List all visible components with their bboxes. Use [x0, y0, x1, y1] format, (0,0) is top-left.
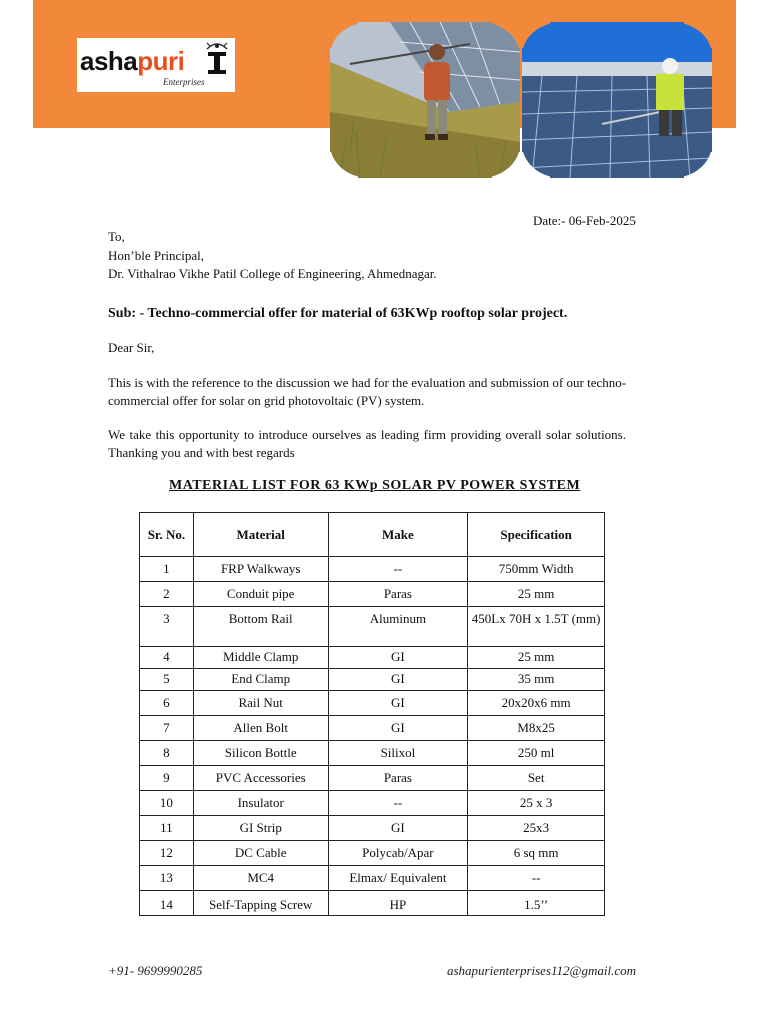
- header-material: Material: [193, 513, 328, 557]
- header-make: Make: [328, 513, 468, 557]
- cell-sr-no: 1: [140, 557, 194, 582]
- cell-material: Self-Tapping Screw: [193, 891, 328, 916]
- cell-sr-no: 4: [140, 647, 194, 669]
- cell-material: Conduit pipe: [193, 582, 328, 607]
- cell-sr-no: 11: [140, 816, 194, 841]
- table-row: [140, 816, 605, 841]
- cell-make: HP: [328, 891, 468, 916]
- cell-make: Elmax/ Equivalent: [328, 866, 468, 891]
- cell-specification: 25x3: [468, 816, 605, 841]
- footer-email: ashapurienterprises112@gmail.com: [447, 963, 637, 978]
- table-row: [140, 647, 605, 669]
- table-row: [140, 841, 605, 866]
- letter-paragraph-2: [108, 426, 638, 462]
- cell-sr-no: 3: [140, 607, 194, 647]
- cell-make: Silixol: [328, 741, 468, 766]
- cell-make: Paras: [328, 582, 468, 607]
- cell-make: GI: [328, 647, 468, 669]
- recipient-title: Hon’ble Principal,: [108, 248, 205, 263]
- cell-sr-no: 10: [140, 791, 194, 816]
- table-row: [140, 557, 605, 582]
- cell-material: FRP Walkways: [193, 557, 328, 582]
- cell-make: GI: [328, 716, 468, 741]
- cell-material: GI Strip: [193, 816, 328, 841]
- material-list-title: MATERIAL LIST FOR 63 KWp SOLAR PV POWER SYSTEM: [169, 478, 581, 493]
- cell-specification: M8x25: [468, 716, 605, 741]
- table-row: [140, 891, 605, 916]
- logo-subtitle: Enterprises: [163, 77, 205, 87]
- cell-sr-no: 14: [140, 891, 194, 916]
- logo-part1: asha: [80, 46, 138, 76]
- cell-make: GI: [328, 669, 468, 691]
- cell-sr-no: 2: [140, 582, 194, 607]
- cell-specification: 35 mm: [468, 669, 605, 691]
- para2-line2: Thanking you and with best regards: [108, 445, 295, 460]
- table-row: [140, 582, 605, 607]
- company-logo: [77, 38, 235, 92]
- cell-make: GI: [328, 816, 468, 841]
- cell-sr-no: 5: [140, 669, 194, 691]
- logo-part2: puri: [137, 46, 185, 76]
- cell-specification: 25 x 3: [468, 791, 605, 816]
- table-row: [140, 716, 605, 741]
- logo-emblem-icon: [204, 40, 230, 76]
- logo-wordmark: [80, 46, 184, 77]
- cell-make: GI: [328, 691, 468, 716]
- header-sr-no: Sr. No.: [140, 513, 194, 557]
- cell-sr-no: 9: [140, 766, 194, 791]
- table-row: [140, 791, 605, 816]
- table-row: [140, 669, 605, 691]
- table-row: [140, 691, 605, 716]
- table-row: [140, 741, 605, 766]
- footer-phone: +91- 9699990285: [108, 963, 203, 978]
- solar-panel-cleaning-photo: [330, 22, 520, 178]
- cell-material: Bottom Rail: [193, 607, 328, 647]
- cell-specification: 1.5’’: [468, 891, 605, 916]
- cell-material: MC4: [193, 866, 328, 891]
- cell-specification: 25 mm: [468, 582, 605, 607]
- cell-specification: --: [468, 866, 605, 891]
- cell-specification: 6 sq mm: [468, 841, 605, 866]
- cell-material: DC Cable: [193, 841, 328, 866]
- letter-salutation: Dear Sir,: [108, 340, 155, 355]
- cell-specification: Set: [468, 766, 605, 791]
- cell-material: Middle Clamp: [193, 647, 328, 669]
- cell-material: Silicon Bottle: [193, 741, 328, 766]
- cell-specification: 20x20x6 mm: [468, 691, 605, 716]
- recipient-org: Dr. Vithalrao Vikhe Patil College of Engineering, Ahmednagar.: [108, 266, 437, 281]
- table-row: [140, 866, 605, 891]
- cell-make: Aluminum: [328, 607, 468, 647]
- cell-sr-no: 7: [140, 716, 194, 741]
- cell-material: End Clamp: [193, 669, 328, 691]
- cell-make: --: [328, 557, 468, 582]
- cell-specification: 25 mm: [468, 647, 605, 669]
- cell-material: Rail Nut: [193, 691, 328, 716]
- table-header-row: [140, 513, 605, 557]
- cell-material: Allen Bolt: [193, 716, 328, 741]
- cell-make: Polycab/Apar: [328, 841, 468, 866]
- cell-sr-no: 13: [140, 866, 194, 891]
- header-specification: Specification: [468, 513, 605, 557]
- cell-specification: 750mm Width: [468, 557, 605, 582]
- cell-specification: 450Lx 70H x 1.5T (mm): [468, 607, 605, 647]
- cell-sr-no: 12: [140, 841, 194, 866]
- table-row: [140, 607, 605, 647]
- table-row: [140, 766, 605, 791]
- letter-subject: Sub: - Techno-commercial offer for material of 63KWp rooftop solar project.: [108, 306, 568, 321]
- para2-line1: We take this opportunity to introduce ourselves as leading firm providing overall solar solutions.: [108, 427, 626, 442]
- material-table: [139, 512, 605, 916]
- cell-specification: 250 ml: [468, 741, 605, 766]
- cell-sr-no: 6: [140, 691, 194, 716]
- rooftop-solar-worker-photo: [522, 22, 712, 178]
- letter-paragraph-1: This is with the reference to the discussion we had for the evaluation and submission of our techno-commercial offer for solar on grid photovoltaic (PV) system.: [108, 375, 627, 408]
- cell-material: Insulator: [193, 791, 328, 816]
- cell-make: Paras: [328, 766, 468, 791]
- cell-material: PVC Accessories: [193, 766, 328, 791]
- letter-to: To,: [108, 229, 125, 244]
- cell-sr-no: 8: [140, 741, 194, 766]
- letter-date: Date:- 06-Feb-2025: [533, 213, 636, 228]
- cell-make: --: [328, 791, 468, 816]
